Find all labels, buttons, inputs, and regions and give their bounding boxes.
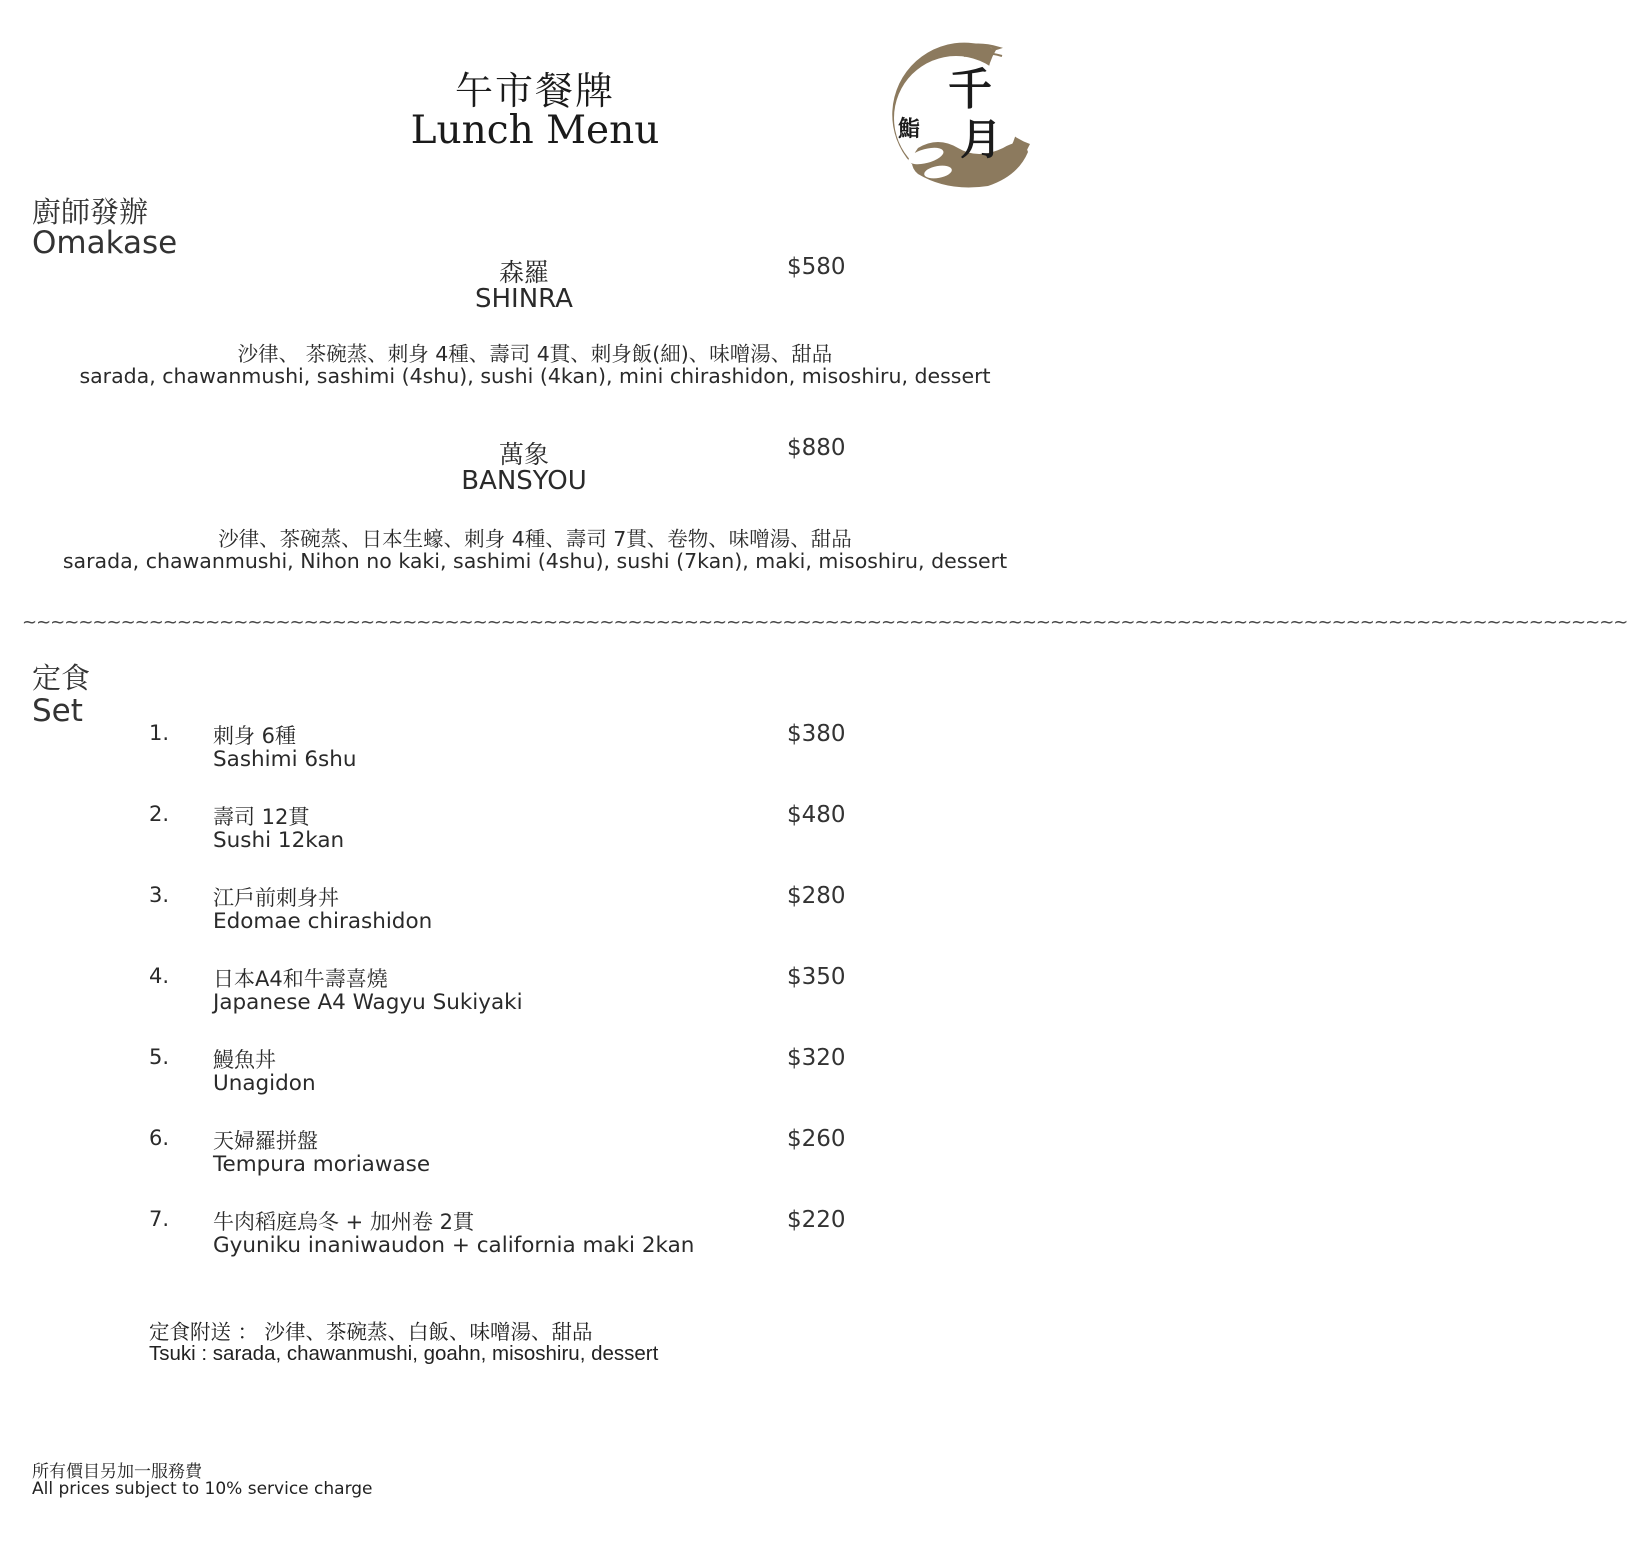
set-item-name-cn: 刺身 6種 bbox=[213, 724, 297, 748]
set-item-price: $280 bbox=[787, 883, 846, 909]
course-desc-en: sarada, chawanmushi, Nihon no kaki, sashimi (4shu), sushi (7kan), maki, misoshiru, dessert bbox=[62, 549, 1008, 573]
set-item-number: 2. bbox=[149, 802, 170, 826]
set-includes-note-en: Tsuki : sarada, chawanmushi, goahn, misoshiru, dessert bbox=[149, 1342, 659, 1365]
set-item-name-en: Unagidon bbox=[213, 1071, 316, 1096]
course-name-en: BANSYOU bbox=[461, 466, 587, 496]
course-name-cn: 森羅 bbox=[498, 258, 549, 287]
set-item-name-en: Sashimi 6shu bbox=[213, 747, 357, 772]
set-item-price: $260 bbox=[787, 1126, 846, 1152]
set-item-name-en: Tempura moriawase bbox=[213, 1152, 431, 1177]
set-item-name-en: Gyuniku inaniwaudon + california maki 2kan bbox=[213, 1233, 695, 1258]
set-item-price: $350 bbox=[787, 964, 846, 990]
set-item-price: $220 bbox=[787, 1207, 846, 1233]
set-item-name-cn: 日本A4和牛壽喜燒 bbox=[213, 967, 388, 991]
section-divider: ~~~~~~~~~~~~~~~~~~~~~~~~~~~~~~~~~~~~~~~~~~~~~~~~~~~~~~~~~~~~~~~~~~~~~~~~~~~~~~~~~~~~~~~~~~~~~~~~~~~~~~~~~~~~~~~~~~ bbox=[22, 612, 1627, 633]
service-charge-note-en: All prices subject to 10% service charge bbox=[32, 1479, 373, 1499]
set-item-number: 5. bbox=[149, 1045, 170, 1069]
set-item-price: $380 bbox=[787, 721, 846, 747]
set-item-name-en: Japanese A4 Wagyu Sukiyaki bbox=[213, 990, 523, 1015]
set-item-price: $480 bbox=[787, 802, 846, 828]
set-item-number: 1. bbox=[149, 721, 170, 745]
logo-char-3: 鮨 bbox=[898, 117, 921, 142]
set-title-en: Set bbox=[32, 693, 83, 729]
set-item-name-cn: 江戶前刺身丼 bbox=[213, 886, 339, 910]
course-name-cn: 萬象 bbox=[498, 440, 549, 469]
omakase-title-en: Omakase bbox=[32, 225, 178, 261]
restaurant-logo bbox=[878, 36, 1038, 196]
set-item-number: 6. bbox=[149, 1126, 170, 1150]
page-title-cn: 午市餐牌 bbox=[454, 69, 615, 113]
course-desc-en: sarada, chawanmushi, sashimi (4shu), sushi (4kan), mini chirashidon, misoshiru, dessert bbox=[79, 364, 991, 388]
logo-char-1: 千 bbox=[948, 64, 992, 115]
set-item-number: 7. bbox=[149, 1207, 170, 1231]
set-title-cn: 定食 bbox=[32, 661, 91, 695]
course-name-en: SHINRA bbox=[475, 284, 573, 314]
set-item-name-en: Sushi 12kan bbox=[213, 828, 345, 853]
page-title-en: Lunch Menu bbox=[410, 108, 660, 153]
service-charge-note-cn: 所有價目另加一服務費 bbox=[32, 1462, 202, 1482]
set-item-number: 3. bbox=[149, 883, 170, 907]
course-price: $580 bbox=[787, 254, 846, 280]
set-includes-note-cn: 定食附送 ： 沙律、茶碗蒸、白飯、味噌湯、甜品 bbox=[149, 1320, 593, 1344]
set-item-price: $320 bbox=[787, 1045, 846, 1071]
set-item-name-cn: 天婦羅拼盤 bbox=[213, 1129, 318, 1153]
course-desc-cn: 沙律、茶碗蒸、日本生蠔、刺身 4種、壽司 7貫、卷物、味噌湯、甜品 bbox=[218, 527, 852, 551]
omakase-title-cn: 廚師發辦 bbox=[32, 195, 149, 229]
logo-char-2: 月 bbox=[960, 115, 1003, 164]
set-item-name-cn: 壽司 12貫 bbox=[213, 805, 310, 829]
course-price: $880 bbox=[787, 435, 846, 461]
course-desc-cn: 沙律、 茶碗蒸、刺身 4種、壽司 4貫、刺身飯(細)、味噌湯、甜品 bbox=[237, 342, 833, 366]
set-item-number: 4. bbox=[149, 964, 170, 988]
set-item-name-en: Edomae chirashidon bbox=[213, 909, 433, 934]
set-item-name-cn: 牛肉稻庭烏冬 + 加州卷 2貫 bbox=[213, 1210, 474, 1234]
set-item-name-cn: 鰻魚丼 bbox=[213, 1048, 276, 1072]
